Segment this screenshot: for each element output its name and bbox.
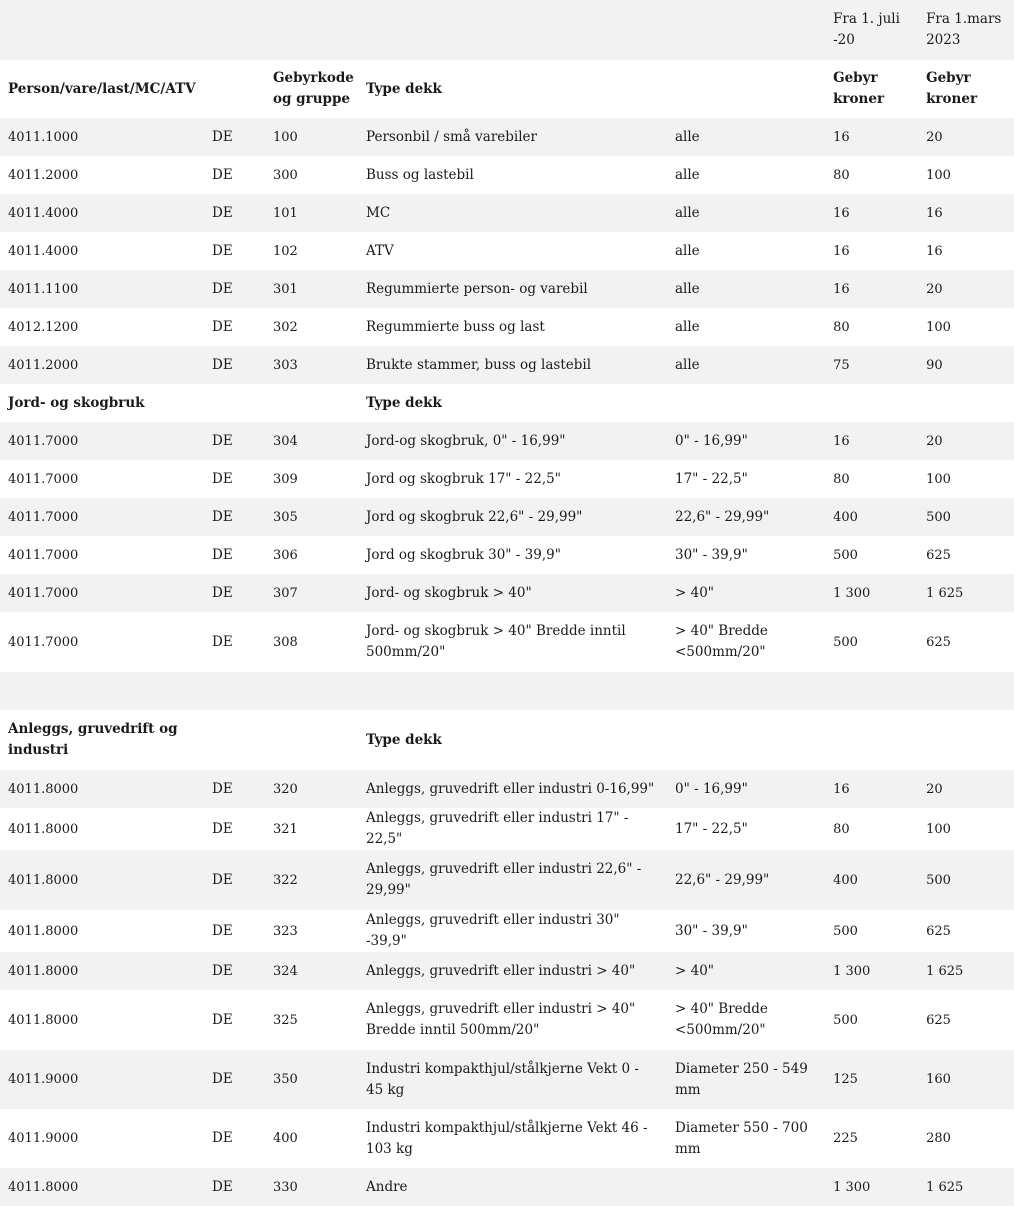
tire-size: 0" - 16,99" — [675, 780, 748, 797]
fee-2020: 125 — [833, 1072, 858, 1087]
tariff-number: 4011.8000 — [8, 923, 79, 939]
fee-code: 100 — [273, 129, 298, 145]
tire-size: 17" - 22,5" — [675, 820, 748, 837]
fee-2020: 75 — [833, 357, 850, 373]
fee-2020: 16 — [833, 129, 850, 145]
fee-code: 102 — [273, 243, 298, 259]
tariff-number: 4011.8000 — [8, 821, 79, 837]
tire-type-heading: Type dekk — [366, 80, 442, 97]
de-code: DE — [212, 1130, 233, 1146]
section-heading-blank — [204, 384, 265, 422]
tariff-number: 4011.8000 — [8, 781, 79, 797]
de-code: DE — [212, 633, 233, 650]
table-row — [0, 156, 1014, 194]
tire-size: > 40" — [675, 962, 714, 979]
tire-description: Regummierte buss og last — [366, 318, 545, 335]
fee-2023: 500 — [926, 872, 951, 888]
tire-size: > 40" — [675, 584, 714, 601]
fee-code: 309 — [273, 471, 298, 487]
table-row — [0, 232, 1014, 270]
tire-description: Buss og lastebil — [366, 166, 474, 183]
size-heading — [667, 384, 825, 422]
table-row — [0, 536, 1014, 574]
de-code: DE — [212, 780, 233, 797]
tariff-number: 4011.7000 — [8, 433, 79, 449]
tire-size: alle — [675, 242, 700, 259]
tire-description: Regummierte person- og varebil — [366, 280, 588, 297]
fee-code: 400 — [273, 1131, 298, 1146]
section-spacer-cell — [0, 672, 1014, 710]
fee-2020: 400 — [833, 872, 858, 888]
tire-description: Anleggs, gruvedrift eller industri 22,6" - 29,99" — [366, 861, 642, 898]
table-row — [0, 910, 1014, 952]
tariff-number: 4011.7000 — [8, 547, 79, 563]
tire-size: 0" - 16,99" — [675, 432, 748, 449]
fee-2023: 20 — [926, 433, 943, 449]
table-row — [0, 346, 1014, 384]
table-row — [0, 194, 1014, 232]
tariff-number: 4012.1200 — [8, 319, 79, 335]
fee-code: 324 — [273, 963, 298, 979]
fee-2020: 80 — [833, 471, 850, 487]
tire-size: 17" - 22,5" — [675, 470, 748, 487]
tire-size: 22,6" - 29,99" — [675, 871, 770, 888]
tire-description: Andre — [366, 1178, 408, 1195]
table-row — [0, 990, 1014, 1050]
de-code: DE — [212, 871, 233, 888]
fee-2023: 100 — [926, 471, 951, 487]
code-group-heading: Gebyrkode og gruppe — [273, 70, 354, 107]
fee-code: 320 — [273, 781, 298, 797]
fee-2023: 160 — [926, 1072, 951, 1087]
tire-size: alle — [675, 356, 700, 373]
fee-2023: 20 — [926, 129, 943, 145]
fee1-heading — [825, 710, 918, 770]
fee-2020: 500 — [833, 634, 858, 650]
tire-description: Anleggs, gruvedrift eller industri 17" - 22,5" — [366, 810, 629, 847]
fee-2020: 16 — [833, 433, 850, 449]
de-code: DE — [212, 508, 233, 525]
tire-size — [667, 1168, 825, 1206]
tire-description: Brukte stammer, buss og lastebil — [366, 356, 592, 373]
fee2-heading: Gebyr kroner — [926, 70, 978, 107]
tariff-number: 4011.7000 — [8, 585, 79, 601]
fee-2023: 16 — [926, 243, 943, 259]
tire-description: Anleggs, gruvedrift eller industri > 40" — [366, 962, 636, 979]
de-code: DE — [212, 1178, 233, 1195]
fee-2023: 16 — [926, 205, 943, 221]
fee-code: 101 — [273, 205, 298, 221]
table-row — [0, 1109, 1014, 1168]
fee-2023: 100 — [926, 821, 951, 837]
fee-2020: 80 — [833, 821, 850, 837]
de-code: DE — [212, 962, 233, 979]
table-row — [0, 308, 1014, 346]
fee-code: 306 — [273, 547, 298, 563]
fee-2023: 1 625 — [926, 585, 964, 601]
fee-2020: 225 — [833, 1131, 858, 1146]
fee1-heading: Gebyr kroner — [833, 70, 885, 107]
section-heading-row — [0, 60, 1014, 118]
tariff-number: 4011.8000 — [8, 1179, 79, 1195]
section-heading-row — [0, 710, 1014, 770]
de-code: DE — [212, 1071, 233, 1087]
tire-size: alle — [675, 280, 700, 297]
table-row — [0, 850, 1014, 910]
fee-code: 321 — [273, 821, 298, 837]
de-code: DE — [212, 1011, 233, 1028]
tire-description: MC — [366, 204, 391, 221]
section-title: Person/vare/last/MC/ATV — [8, 80, 196, 97]
tire-description: Anleggs, gruvedrift eller industri > 40" Bredde inntil 500mm/20" — [366, 1001, 636, 1038]
table-row — [0, 574, 1014, 612]
table-row — [0, 118, 1014, 156]
de-code: DE — [212, 318, 233, 335]
fee-2023: 625 — [926, 634, 951, 650]
fee-2023: 90 — [926, 357, 943, 373]
fee-2020: 1 300 — [833, 963, 871, 979]
fee-code: 325 — [273, 1012, 298, 1028]
table-row — [0, 612, 1014, 672]
date-header-spacer — [0, 0, 825, 60]
fee-2023: 625 — [926, 923, 951, 939]
fee-2023: 625 — [926, 1012, 951, 1028]
date-header-col1: Fra 1. juli -20 — [833, 11, 900, 48]
fee-2020: 16 — [833, 243, 850, 259]
fee-2023: 100 — [926, 167, 951, 183]
tire-description: Personbil / små varebiler — [366, 128, 537, 145]
date-header-row — [0, 0, 1014, 60]
tire-description: Industri kompakthjul/stålkjerne Vekt 46 - 103 kg — [366, 1119, 648, 1157]
tire-description: ATV — [366, 242, 394, 259]
de-code: DE — [212, 470, 233, 487]
fee-2020: 16 — [833, 205, 850, 221]
tariff-number: 4011.8000 — [8, 963, 79, 979]
tariff-number: 4011.4000 — [8, 243, 79, 259]
fee-2020: 500 — [833, 1012, 858, 1028]
size-heading — [667, 60, 825, 118]
tire-size: alle — [675, 128, 700, 145]
tire-description: Jord-og skogbruk, 0" - 16,99" — [366, 432, 566, 449]
section-heading-row — [0, 384, 1014, 422]
de-code: DE — [212, 820, 233, 837]
de-code: DE — [212, 204, 233, 221]
tire-type-heading: Type dekk — [366, 394, 442, 411]
tariff-number: 4011.2000 — [8, 357, 79, 373]
tire-type-heading: Type dekk — [366, 731, 442, 748]
fee-2023: 20 — [926, 781, 943, 797]
tire-size: > 40" Bredde <500mm/20" — [675, 1001, 768, 1038]
fee-2020: 16 — [833, 281, 850, 297]
tire-size: alle — [675, 204, 700, 221]
table-row — [0, 1168, 1014, 1206]
tire-size: > 40" Bredde <500mm/20" — [675, 623, 768, 660]
tariff-number: 4011.1000 — [8, 129, 79, 145]
tariff-number: 4011.8000 — [8, 1012, 79, 1028]
tariff-number: 4011.7000 — [8, 634, 79, 650]
tire-size: Diameter 550 - 700 mm — [675, 1119, 808, 1157]
fee-code: 330 — [273, 1179, 298, 1195]
fee-2023: 100 — [926, 319, 951, 335]
table-row — [0, 770, 1014, 808]
fee-code: 303 — [273, 357, 298, 373]
date-header-col2: Fra 1.mars 2023 — [926, 11, 1002, 48]
tire-description: Jord- og skogbruk > 40" Bredde inntil 500mm/20" — [366, 623, 626, 660]
fee-code: 304 — [273, 433, 298, 449]
fee-2020: 16 — [833, 781, 850, 797]
fee-code: 305 — [273, 509, 298, 525]
table-row — [0, 952, 1014, 990]
fee1-heading — [825, 384, 918, 422]
section-title: Anleggs, gruvedrift og industri — [8, 721, 178, 758]
table-row — [0, 498, 1014, 536]
table-row — [0, 1050, 1014, 1109]
fee-code: 300 — [273, 167, 298, 183]
section-title: Jord- og skogbruk — [8, 394, 145, 411]
tire-size: alle — [675, 318, 700, 335]
section-spacer — [0, 672, 1014, 710]
fee-code: 322 — [273, 872, 298, 888]
fee-2020: 80 — [833, 319, 850, 335]
de-code: DE — [212, 432, 233, 449]
tariff-number: 4011.7000 — [8, 509, 79, 525]
de-code: DE — [212, 584, 233, 601]
tire-description: Industri kompakthjul/stålkjerne Vekt 0 - 45 kg — [366, 1060, 639, 1098]
tire-description: Jord og skogbruk 30" - 39,9" — [366, 546, 561, 563]
table-row — [0, 422, 1014, 460]
fee2-heading — [918, 384, 1014, 422]
table-row — [0, 270, 1014, 308]
tire-size: 22,6" - 29,99" — [675, 508, 770, 525]
fee-2020: 1 300 — [833, 1179, 871, 1195]
fee-code: 302 — [273, 319, 298, 335]
de-code: DE — [212, 166, 233, 183]
tire-size: alle — [675, 166, 700, 183]
fee-2020: 400 — [833, 509, 858, 525]
fee-2023: 1 625 — [926, 963, 964, 979]
size-heading — [667, 710, 825, 770]
code-group-heading — [265, 710, 358, 770]
tire-description: Anleggs, gruvedrift eller industri 30" -39,9" — [366, 912, 620, 949]
fee-2023: 1 625 — [926, 1179, 964, 1195]
tariff-number: 4011.7000 — [8, 471, 79, 487]
fee-2020: 1 300 — [833, 585, 871, 601]
tariff-number: 4011.9000 — [8, 1072, 79, 1087]
tariff-number: 4011.4000 — [8, 205, 79, 221]
fee-2023: 20 — [926, 281, 943, 297]
fee-2020: 500 — [833, 923, 858, 939]
de-code: DE — [212, 280, 233, 297]
tire-size: 30" - 39,9" — [675, 922, 748, 939]
fee-code: 307 — [273, 585, 298, 601]
de-code: DE — [212, 356, 233, 373]
tariff-number: 4011.9000 — [8, 1131, 79, 1146]
table-row — [0, 460, 1014, 498]
fee2-heading — [918, 710, 1014, 770]
de-code: DE — [212, 546, 233, 563]
fee-2020: 80 — [833, 167, 850, 183]
tariff-number: 4011.8000 — [8, 872, 79, 888]
section-heading-blank — [204, 60, 265, 118]
de-code: DE — [212, 242, 233, 259]
tire-size: 30" - 39,9" — [675, 546, 748, 563]
fee-2023: 280 — [926, 1131, 951, 1146]
de-code: DE — [212, 922, 233, 939]
fee-2023: 625 — [926, 547, 951, 563]
de-code: DE — [212, 128, 233, 145]
fee-code: 308 — [273, 634, 298, 650]
table-row — [0, 808, 1014, 850]
section-heading-blank — [204, 710, 265, 770]
fee-code: 301 — [273, 281, 298, 297]
tire-description: Jord og skogbruk 22,6" - 29,99" — [366, 508, 583, 525]
fee-code: 350 — [273, 1072, 298, 1087]
tariff-number: 4011.2000 — [8, 167, 79, 183]
tire-size: Diameter 250 - 549 mm — [675, 1060, 808, 1098]
fee-2023: 500 — [926, 509, 951, 525]
fee-2020: 500 — [833, 547, 858, 563]
tariff-number: 4011.1100 — [8, 281, 79, 297]
tire-description: Anleggs, gruvedrift eller industri 0-16,99" — [366, 780, 655, 797]
tire-description: Jord og skogbruk 17" - 22,5" — [366, 470, 561, 487]
code-group-heading — [265, 384, 358, 422]
tire-description: Jord- og skogbruk > 40" — [366, 584, 532, 601]
fee-code: 323 — [273, 923, 298, 939]
